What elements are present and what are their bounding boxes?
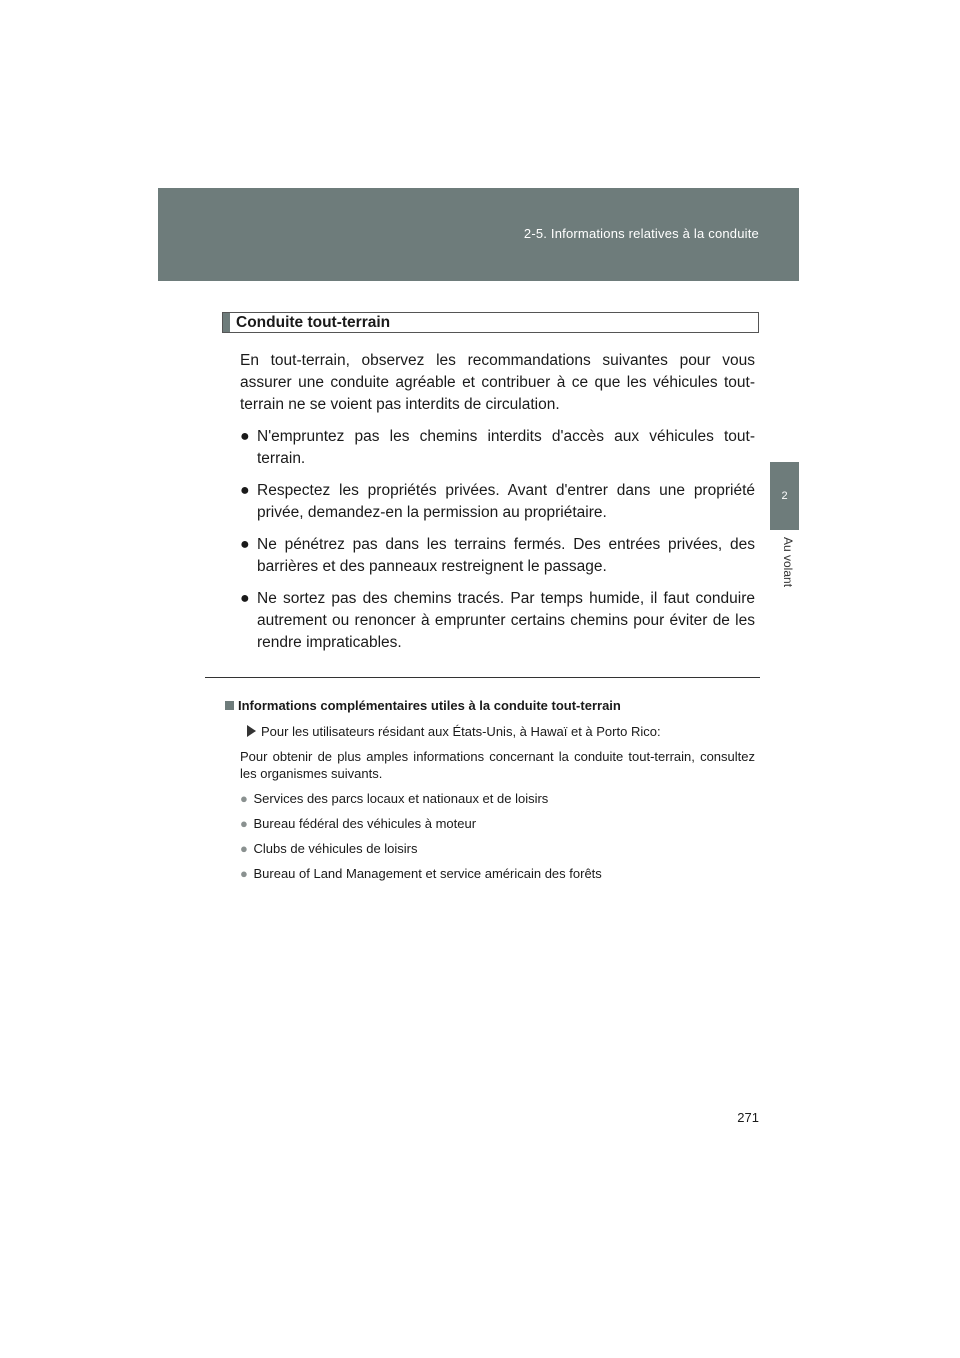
recommendation-list	[240, 426, 755, 654]
arrow-right-icon	[247, 725, 256, 737]
list-item-text: Ne sortez pas des chemins tracés. Par temps humide, il faut conduire autrement ou renoncer à emprunter certains chemins pour éviter de les rendre impraticables.	[257, 590, 755, 651]
bullet-icon: ●	[240, 536, 250, 553]
list-item-text: Services des parcs locaux et nationaux et de loisirs	[253, 791, 549, 806]
chapter-number: 2	[781, 490, 788, 502]
header-band	[158, 188, 799, 281]
list-item-text: Bureau fédéral des véhicules à moteur	[253, 816, 477, 831]
section-divider	[205, 677, 760, 678]
list-item	[240, 840, 755, 857]
notes-section	[225, 697, 755, 890]
bullet-icon: ●	[240, 482, 250, 499]
list-item-text: Ne pénétrez pas dans les terrains fermés. Des entrées privées, des barrières et des panneaux restreignent le passage.	[257, 536, 755, 575]
list-item	[240, 790, 755, 807]
section-title: Conduite tout-terrain	[236, 314, 391, 331]
list-item	[240, 865, 755, 882]
notes-audience-text: Pour les utilisateurs résidant aux États-Unis, à Hawaï et à Porto Rico:	[261, 724, 661, 739]
section-accent-bar	[223, 313, 230, 332]
list-item	[240, 480, 755, 524]
notes-audience	[247, 723, 755, 740]
list-item-text: N'empruntez pas les chemins interdits d'accès aux véhicules tout-terrain.	[257, 428, 755, 467]
bullet-icon: ●	[240, 791, 248, 806]
list-item	[240, 426, 755, 470]
list-item-text: Respectez les propriétés privées. Avant d'entrer dans une propriété privée, demandez-en la permission au propriétaire.	[257, 482, 755, 521]
list-item-text: Clubs de véhicules de loisirs	[253, 841, 418, 856]
notes-heading	[225, 697, 755, 714]
bullet-icon: ●	[240, 841, 248, 856]
list-item	[240, 588, 755, 654]
page-number: 271	[737, 1110, 759, 1125]
bullet-icon: ●	[240, 428, 250, 445]
section-header	[222, 312, 759, 333]
section-intro: En tout-terrain, observez les recommandations suivantes pour vous assurer une conduite agréable et contribuer à ce que les véhicules tout-terrain ne se voient pas interdits de circulation.	[240, 352, 755, 413]
bullet-icon: ●	[240, 866, 248, 881]
notes-heading-text: Informations complémentaires utiles à la conduite tout-terrain	[238, 698, 621, 713]
chapter-tab[interactable]	[770, 462, 799, 530]
chapter-title: 2-5. Informations relatives à la conduite	[523, 226, 759, 241]
chapter-tab-label: Au volant	[781, 537, 795, 588]
list-item	[240, 815, 755, 832]
square-bullet-icon	[225, 701, 234, 710]
list-item	[240, 534, 755, 578]
list-item-text: Bureau of Land Management et service américain des forêts	[253, 866, 602, 881]
bullet-icon: ●	[240, 590, 250, 607]
notes-body: Pour obtenir de plus amples informations concernant la conduite tout-terrain, consultez les organismes suivants.	[240, 749, 755, 781]
section-body	[240, 350, 755, 664]
bullet-icon: ●	[240, 816, 248, 831]
organisation-list	[225, 790, 755, 882]
